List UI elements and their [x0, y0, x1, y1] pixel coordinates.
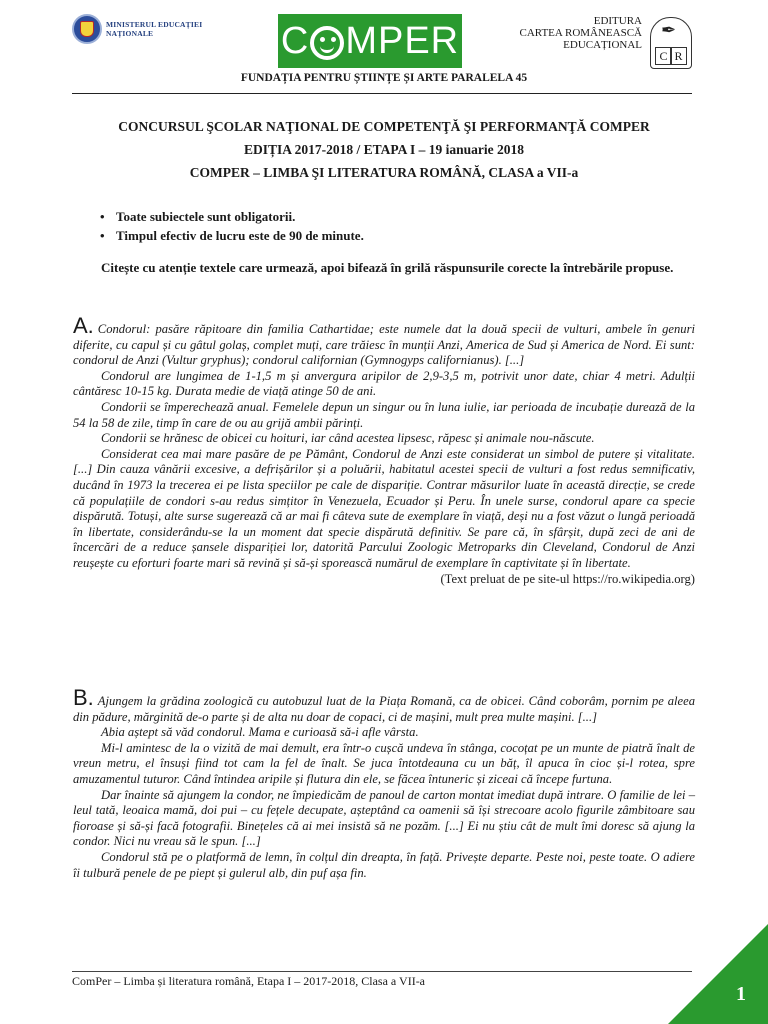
coat-of-arms-icon [72, 14, 102, 44]
paragraph: A. Condorul: pasăre răpitoare din familia Cathartidae; este numele dat la două specii de vulturi, ambele în genuri diferite, cu capul și cu gâtul golaș, complet muți, care trăiesc în munții Anzi, America de Sud și America de Nord. Ei sunt: condorul de Anzi (Vultur gryphus); condorul californian (Gymnogyps californianus). [...] [73, 313, 695, 368]
paragraph: Abia aștept să văd condorul. Mama e curioasă să-i afle vârsta. [101, 725, 419, 740]
rules-list [100, 207, 364, 245]
section-letter: A. [73, 313, 94, 338]
section-letter: B. [73, 685, 94, 710]
feather-icon: ✒ [661, 20, 677, 40]
instructions: Citește cu atenție textele care urmează, apoi bifează în grilă răspunsurile corecte la întrebările propuse. [101, 260, 674, 275]
list-item: • Toate subiectele sunt obligatorii. [100, 207, 364, 226]
header-divider [72, 93, 692, 94]
comper-logo: C MPER [278, 14, 462, 68]
edition-line: EDIȚIA 2017-2018 / ETAPA I – 19 ianuarie 2018 [243, 142, 525, 157]
ministry-name: MINISTERUL EDUCAȚIEI NAȚIONALE [106, 20, 203, 38]
list-item: • Timpul efectiv de lucru este de 90 de minute. [100, 226, 364, 245]
paragraph: Condorii se hrănesc de obicei cu hoituri, iar când acestea lipsesc, răpesc și animale nou-născute. [101, 431, 595, 446]
footer-divider [72, 971, 692, 972]
paragraph: Condorul are lungimea de 1-1,5 m și anvergura aripilor de 2,9-3,5 m, potrivit unor date, chiar 4 metri. Adulții cântăresc 10-15 kg. Durata medie de viață atinge 50 de ani. [73, 368, 695, 399]
publisher-name: EDITURA CARTEA ROMÂNEASCĂ EDUCAȚIONAL [519, 15, 642, 51]
paragraph: Condorii se împerechează anual. Femelele depun un singur ou în luna iulie, iar perioada de incubație durează de la 54 la 58 de zile, timp în care de ou au grijă ambii părinți. [73, 399, 695, 430]
publisher-logo: ✒ C R [650, 17, 692, 69]
footer-text: ComPer – Limba și literatura română, Etapa I – 2017-2018, Clasa a VII-a [72, 974, 426, 988]
section-b [73, 685, 695, 881]
page-corner-triangle [668, 924, 768, 1024]
foundation-name: FUNDAȚIA PENTRU ȘTIINȚE ȘI ARTE PARALELA 45 [240, 72, 528, 84]
contest-title: CONCURSUL ŞCOLAR NAŢIONAL DE COMPETENŢĂ ŞI PERFORMANŢĂ COMPER [118, 119, 650, 134]
source-citation: (Text preluat de pe site-ul https://ro.wikipedia.org) [440, 571, 695, 586]
paragraph: Dar înainte să ajungem la condor, ne împiedicăm de panoul de carton montat imediat după intrare. O familie de lei – leul tată, leoaica mamă, doi pui – cu fețele decupate, așteptând ca oamenii să își strecoare acolo figurile zâmbitoare sau fioroase și să-și facă fotografii. Binețeles că ai mei insistă să ne pozăm. [...] Ei nu știu cât de mult îmi doresc să ajung la condor. Nici nu vreau să le spun. [...] [73, 787, 695, 849]
page-number: 1 [736, 983, 746, 1005]
section-a [73, 313, 695, 587]
subject-line: COMPER – LIMBA ŞI LITERATURA ROMÂNĂ, CLASA a VII-a [189, 165, 579, 180]
paragraph: Considerat cea mai mare pasăre de pe Pământ, Condorul de Anzi este considerat un simbol de putere și vitalitate. [...] Din cauza vânării excesive, a defrișărilor și a poluării, habitatul acestei specii de vulturi a fost redus semnificativ, ducând în 1973 la trecerea ei pe lista speciilor pe cale de dispariție. Contrar măsurilor luate în această direcție, se crede că populațiile de condori s-au redus simțitor în Venezuela, Ecuador și Peru. În unele surse, condorul apare ca specie dispărută. Totuși, alte surse sugerează că ar mai fi câteva sute de exemplare în viață, deși nu a fost văzut o lungă perioadă în libertate, considerându-se la un moment dat specie dispărută definitiv. Se pare că, în sfârșit, după zeci de ani de încercări de a reduce șansele dispariției lor, datorită Parcului Zoologic Metroparks din Cleveland, Condorul de Anzi reușește cu eforturi foarte mari să revină și să-și sporească numărul de exemplare în captivitate și în libertate. [73, 446, 695, 570]
ministry-logo [72, 14, 202, 44]
paragraph: Mi-l amintesc de la o vizită de mai demult, era într-o cușcă undeva în stânga, cocoțat pe un munte de piatră înalt de vreun metru, el însuși fiind tot cam la fel de înalt. Se juca întotdeauna cu un băț, îl apuca în cioc și-l rotea, spre amuzamentul tuturor. Când întindea aripile și flutura din ele, se făcea întuneric și ziceai că începe furtuna. [73, 740, 695, 786]
paragraph: B. Ajungem la grădina zoologică cu autobuzul luat de la Piața Romană, ca de obicei. Când coborâm, pornim pe aleea din pădure, mărginită de-o parte și de alta nu doar de copaci, ci de mașini, mult prea multe mașini. [...] [73, 685, 695, 724]
smiley-icon [310, 26, 344, 60]
contest-titles [0, 115, 768, 184]
paragraph: Condorul stă pe o platformă de lemn, în colțul din dreapta, în față. Privește departe. Peste noi, peste toate. O adiere îi tulbură penele de pe piept și gulerul alb, din puf așa fin. [73, 849, 695, 880]
